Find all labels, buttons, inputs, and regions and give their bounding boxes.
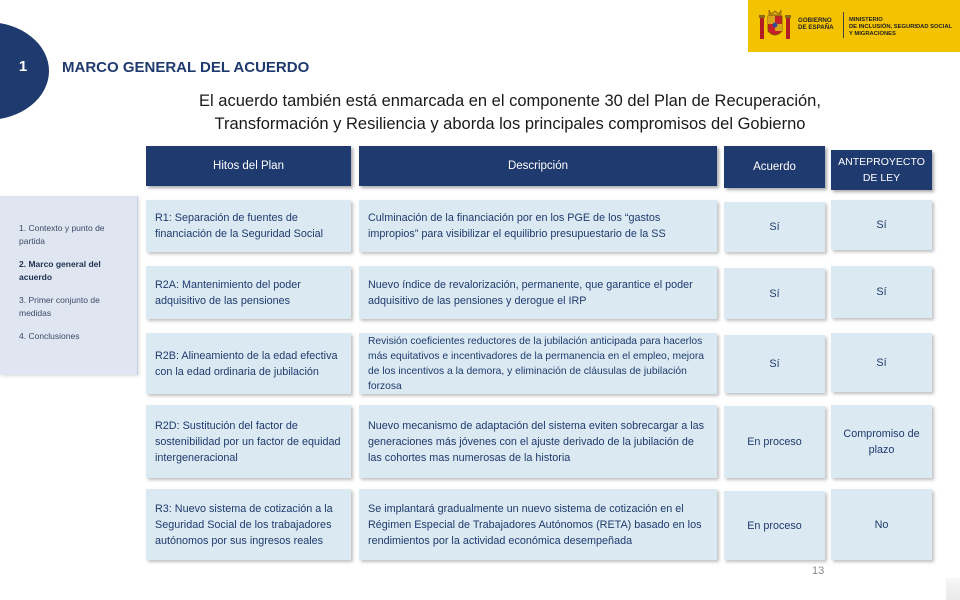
header-anteproyecto: ANTEPROYECTO DE LEY [831,150,932,190]
row2-anteproyecto: Sí [831,266,932,318]
row3-acuerdo: Sí [724,335,825,393]
ministerio-line-1: MINISTERIO [849,17,883,23]
row1-anteproyecto: Sí [831,200,932,250]
header-hitos: Hitos del Plan [146,146,351,186]
header-descripcion: Descripción [359,146,717,186]
header-acuerdo: Acuerdo [724,146,825,188]
subtitle-line-1: El acuerdo también está enmarcada en el componente 30 del Plan de Recuperación, [199,92,821,110]
nav-item-primer-conjunto[interactable]: 3. Primer conjunto de medidas [19,295,100,318]
page-corner [946,578,960,600]
row5-acuerdo: En proceso [724,491,825,560]
ministerio-line-3: Y MIGRACIONES [849,31,896,37]
section-number: 1 [18,58,28,75]
gobierno-text [798,17,840,31]
row4-acuerdo: En proceso [724,406,825,478]
page-number: 13 [812,565,825,577]
government-logo [748,0,960,52]
ministerio-line-2: DE INCLUSIÓN, SEGURIDAD SOCIAL [849,24,953,30]
row5-hito: R3: Nuevo sistema de cotización a la Seguridad Social de los trabajadores autónomos por sus ingresos reales [146,489,351,560]
subtitle-line-2: Transformación y Resiliencia y aborda los principales compromisos del Gobierno [214,115,806,133]
row2-acuerdo: Sí [724,268,825,319]
row4-hito: R2D: Sustitución del factor de sostenibilidad por un factor de equidad intergeneracional [146,405,351,478]
coat-of-arms-icon [758,7,792,45]
row1-hito: R1: Separación de fuentes de financiación de la Seguridad Social [146,200,351,252]
section-nav [0,196,138,375]
row5-anteproyecto: No [831,489,932,560]
page-title: MARCO GENERAL DEL ACUERDO [62,59,310,76]
nav-item-conclusiones[interactable]: 4. Conclusiones [19,331,80,341]
gobierno-line-1: GOBIERNO [798,17,832,24]
row3-anteproyecto: Sí [831,333,932,392]
row3-descripcion: Revisión coeficientes reductores de la jubilación anticipada para hacerlos más equitativos e incentivadores de la permanencia en el empleo, mejora de los incentivos a la demora, y eliminación de cláusulas de jubilación forzosa [359,333,717,394]
logo-divider [843,12,844,38]
row2-hito: R2A: Mantenimiento del poder adquisitivo de las pensiones [146,266,351,319]
nav-item-marco-general[interactable]: 2. Marco general del acuerdo [19,259,101,282]
gobierno-line-2: DE ESPAÑA [798,24,834,31]
row2-descripcion: Nuevo índice de revalorización, permanente, que garantice el poder adquisitivo de las pensiones y derogue el IRP [359,266,717,319]
row5-descripcion: Se implantará gradualmente un nuevo sistema de cotización en el Régimen Especial de Trabajadores Autónomos (RETA) basado en los rendimientos por la actividad económica desempeñada [359,489,717,560]
page-subtitle [140,90,880,136]
row1-descripcion: Culminación de la financiación por en los PGE de los “gastos impropios” para visibilizar el equilibrio presupuestario de la SS [359,200,717,252]
row4-descripcion: Nuevo mecanismo de adaptación del sistema eviten sobrecargar a las generaciones más jóvenes con el ajuste derivado de la jubilación de las cohortes mas numerosas de la historia [359,405,717,478]
row4-anteproyecto: Compromiso de plazo [831,405,932,478]
ministerio-text [849,17,959,38]
row1-acuerdo: Sí [724,202,825,252]
nav-item-contexto[interactable]: 1. Contexto y punto de partida [19,223,105,246]
row3-hito: R2B: Alineamiento de la edad efectiva con la edad ordinaria de jubilación [146,333,351,394]
